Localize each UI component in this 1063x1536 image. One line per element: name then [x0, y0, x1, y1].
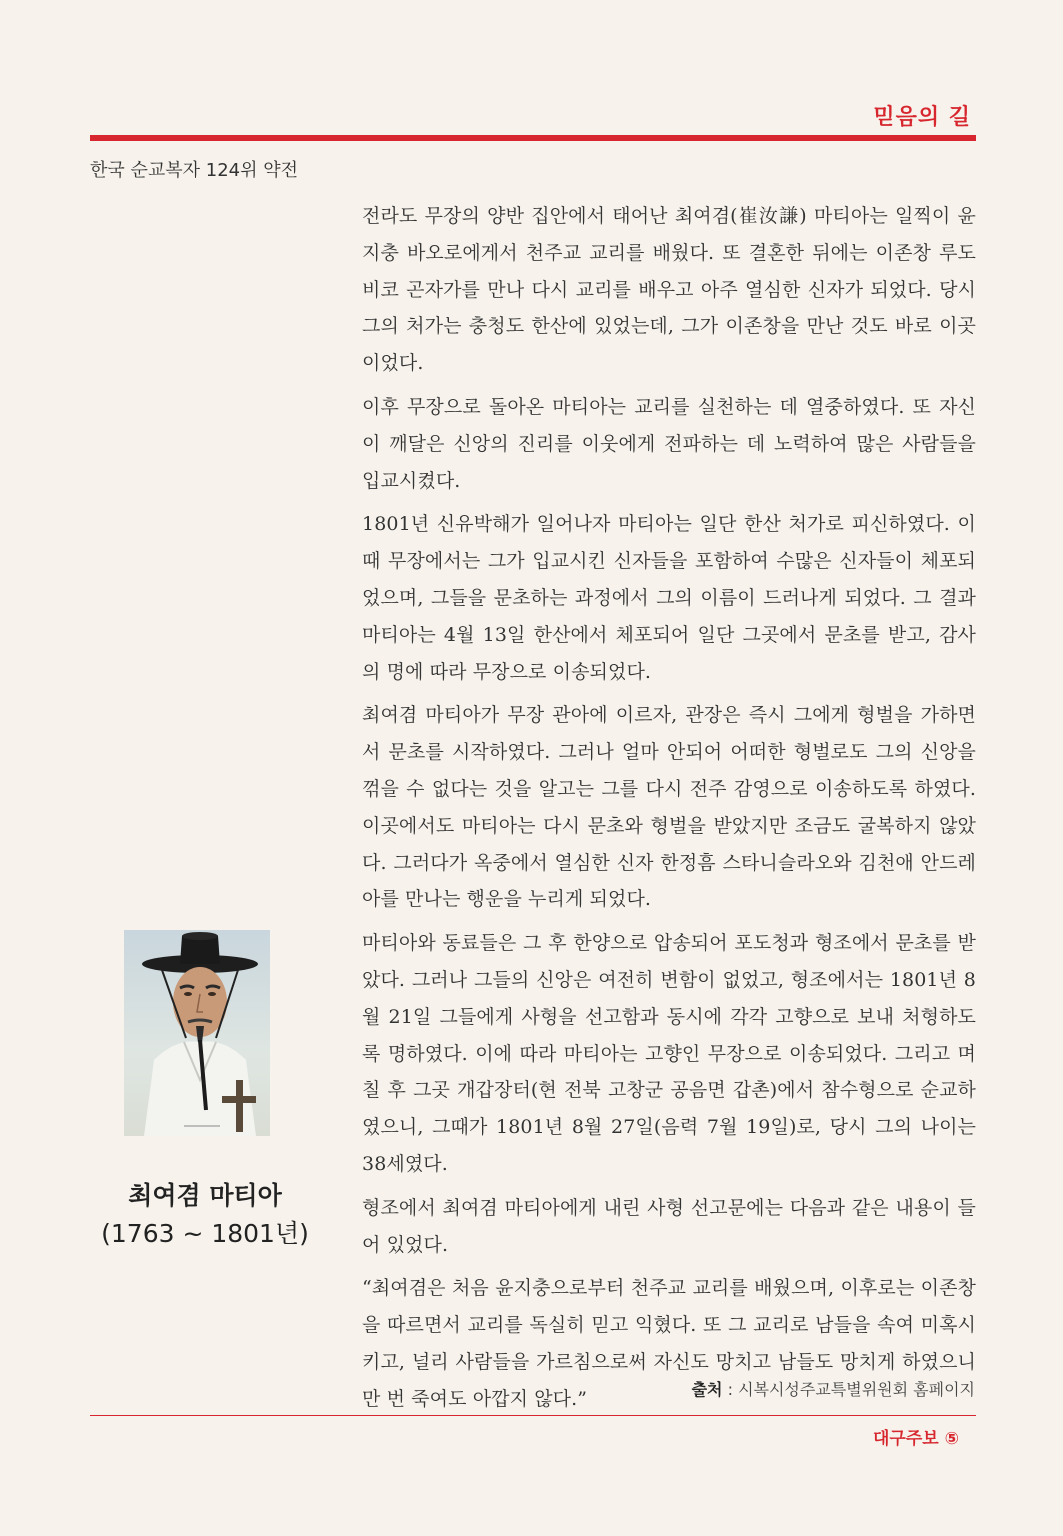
- martyr-name: 최여겸 마티아: [128, 1181, 282, 1210]
- paragraph-2: 이후 무장으로 돌아온 마티아는 교리를 실천하는 데 열중하였다. 또 자신이 깨달은 신앙의 진리를 이웃에게 전파하는 데 노력하여 많은 사람들을 입교시켰다.: [362, 395, 976, 492]
- top-rule-divider: [90, 135, 976, 141]
- paragraph-5: 마티아와 동료들은 그 후 한양으로 압송되어 포도청과 형조에서 문초를 받았다. 그러나 그들의 신앙은 여전히 변함이 없었고, 형조에서는 1801년 8월 21일 그들에게 사형을 선고함과 동시에 각각 고향으로 보내 처형하도록 명하였다. 이에 따라 마티아는 고향인 무장으로 이송되었다. 그리고 며칠 후 그곳 개갑장터(현 전북 고창군 공음면 갑촌)에서 참수형으로 순교하였으니, 그때가 1801년 8월 27일(음력 7월 19일)로, 당시 그의 나이는 38세였다.: [362, 932, 976, 1175]
- bottom-rule-divider: [90, 1415, 976, 1416]
- source-label: 출처: [691, 1380, 723, 1399]
- paragraph-3: 1801년 신유박해가 일어나자 마티아는 일단 한산 처가로 피신하였다. 이때 무장에서는 그가 입교시킨 신자들을 포함하여 수많은 신자들이 체포되었으며, 그들을 문초하는 과정에서 그의 이름이 드러나게 되었다. 그 결과 마티아는 4월 13일 한산에서 체포되어 일단 그곳에서 문초를 받고, 감사의 명에 따라 무장으로 이송되었다.: [362, 513, 976, 683]
- paragraph-1: 전라도 무장의 양반 집안에서 태어난 최여겸(崔汝謙) 마티아는 일찍이 윤지충 바오로에게서 천주교 교리를 배웠다. 또 결혼한 뒤에는 이존창 루도비코 곤자가를 만나 다시 교리를 배우고 아주 열심한 신자가 되었다. 당시 그의 처가는 충청도 한산에 있었는데, 그가 이존창을 만난 것도 바로 이곳이었다.: [362, 205, 976, 375]
- portrait-illustration: [124, 930, 270, 1136]
- article-body: [362, 198, 976, 1425]
- series-subtitle: 한국 순교복자 124위 약전: [90, 160, 299, 181]
- portrait-image: [124, 930, 270, 1136]
- source-citation: [692, 1377, 975, 1400]
- paragraph-6: 형조에서 최여겸 마티아에게 내린 사형 선고문에는 다음과 같은 내용이 들어 있었다.: [362, 1196, 976, 1256]
- footer-page-label: 대구주보 ⑤: [873, 1429, 959, 1449]
- source-separator: :: [722, 1380, 739, 1399]
- paragraph-7-quote: “최여겸은 처음 윤지충으로부터 천주교 교리를 배웠으며, 이후로는 이존창을 따르면서 교리를 독실히 믿고 익혔다. 또 그 교리로 남들을 속여 미혹시키고, 널리 사람들을 가르침으로써 자신도 망치고 남들도 망치게 하였으니 만 번 죽여도 아깝지 않다.”: [362, 1277, 976, 1410]
- source-text: 시복시성주교특별위원회 홈페이지: [738, 1380, 975, 1399]
- paragraph-4: 최여겸 마티아가 무장 관아에 이르자, 관장은 즉시 그에게 형벌을 가하면서 문초를 시작하였다. 그러나 얼마 안되어 어떠한 형벌로도 그의 신앙을 꺾을 수 없다는 것을 알고는 그를 다시 전주 감영으로 이송하도록 하였다. 이곳에서도 마티아는 다시 문초와 형벌을 받았지만 조금도 굴복하지 않았다. 그러다가 옥중에서 열심한 신자 한정흠 스타니슬라오와 김천애 안드레아를 만나는 행운을 누리게 되었다.: [362, 704, 976, 911]
- section-title: 믿음의 길: [873, 105, 971, 130]
- martyr-years: (1763 ~ 1801년): [101, 1219, 309, 1248]
